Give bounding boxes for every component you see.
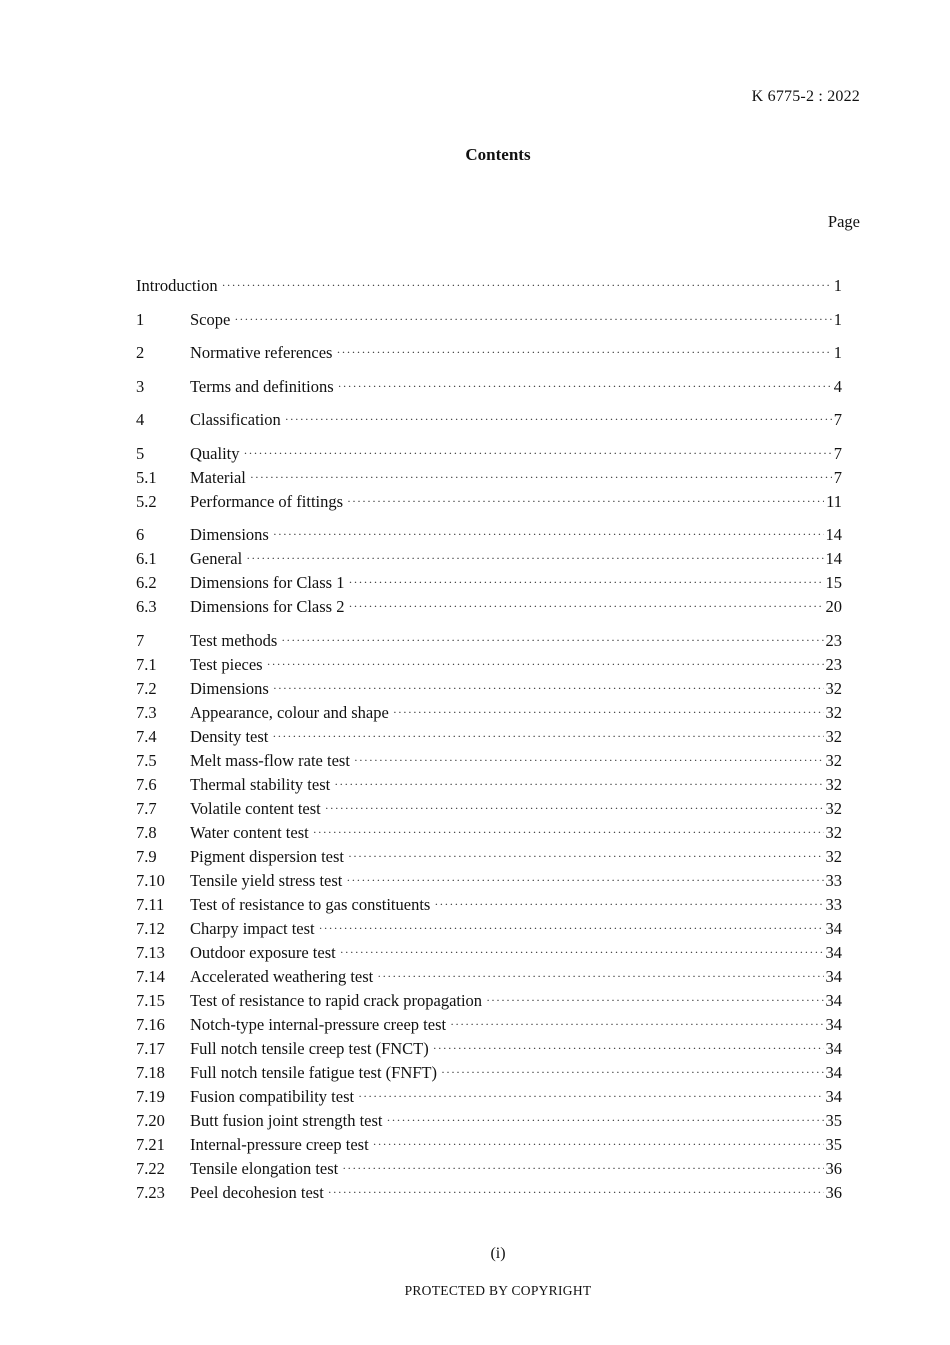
dot-leader	[336, 345, 831, 360]
dot-leader	[273, 681, 824, 696]
toc-entry-page: 35	[825, 1110, 842, 1130]
toc-entry-label: Dimensions for Class 1	[190, 573, 345, 592]
toc-entry-label: Charpy impact test	[190, 918, 315, 938]
dot-leader	[358, 1089, 823, 1104]
dot-leader	[272, 729, 823, 744]
toc-entry[interactable]	[136, 276, 842, 300]
toc-entry-page: 14	[825, 525, 842, 544]
toc-entry-page: 33	[825, 870, 842, 890]
toc-entry[interactable]	[136, 573, 842, 597]
toc-entry-label: Accelerated weathering test	[190, 966, 374, 986]
toc-entry-label: Quality	[190, 443, 240, 463]
toc-entry-page: 34	[825, 966, 842, 986]
dot-leader	[319, 921, 824, 936]
toc-entry-number: 2	[136, 343, 145, 362]
toc-entry-page: 34	[825, 990, 842, 1010]
toc-entry-label: Fusion compatibility test	[190, 1086, 355, 1106]
toc-entry[interactable]	[136, 1063, 842, 1087]
toc-entry-label: Test methods	[190, 630, 278, 650]
toc-entry-page: 34	[825, 918, 842, 938]
dot-leader	[244, 446, 832, 461]
toc-entry-label: Internal-pressure creep test	[190, 1134, 369, 1154]
toc-entry-number: 7.18	[136, 1062, 165, 1082]
toc-entry[interactable]	[136, 1183, 842, 1207]
toc-entry-page: 32	[825, 846, 842, 866]
toc-entry-label: Full notch tensile fatigue test (FNFT)	[190, 1062, 438, 1082]
toc-entry[interactable]	[136, 799, 842, 823]
dot-leader	[285, 412, 832, 427]
toc-entry-label: Terms and definitions	[190, 376, 334, 396]
toc-entry[interactable]	[136, 1135, 842, 1159]
toc-entry[interactable]	[136, 871, 842, 895]
dot-leader	[393, 705, 824, 720]
toc-entry[interactable]	[136, 655, 842, 679]
toc-entry[interactable]	[136, 343, 842, 367]
toc-entry-label: Thermal stability test	[190, 774, 331, 794]
toc-entry[interactable]	[136, 943, 842, 967]
toc-entry-label: Appearance, colour and shape	[190, 702, 389, 722]
toc-entry[interactable]	[136, 444, 842, 468]
toc-entry-label: Water content test	[190, 822, 309, 842]
dot-leader	[433, 1041, 824, 1056]
toc-entry-number: 6.3	[136, 597, 157, 616]
toc-entry-label: Peel decohesion test	[190, 1182, 324, 1202]
dot-leader	[250, 470, 832, 485]
toc-entry-label: Classification	[190, 410, 281, 429]
toc-entry[interactable]	[136, 919, 842, 943]
toc-entry[interactable]	[136, 631, 842, 655]
dot-leader	[387, 1113, 824, 1128]
dot-leader	[281, 633, 823, 648]
toc-entry-number: 7.15	[136, 990, 165, 1010]
toc-entry-number: 3	[136, 376, 145, 396]
toc-entry-page: 1	[833, 309, 842, 329]
dot-leader	[313, 825, 824, 840]
toc-entry[interactable]	[136, 410, 842, 434]
toc-entry-number: 6.1	[136, 549, 157, 568]
toc-entry-number: 6.2	[136, 573, 157, 592]
toc-entry-page: 34	[825, 942, 842, 962]
dot-leader	[325, 801, 824, 816]
page-title: Contents	[465, 145, 531, 164]
dot-leader	[273, 527, 824, 542]
toc-entry-page: 32	[825, 678, 842, 698]
copyright-notice: PROTECTED BY COPYRIGHT	[404, 1283, 592, 1298]
toc-entry-number: 7.9	[136, 846, 157, 866]
toc-entry-number: 5.1	[136, 467, 157, 487]
toc-entry-page: 34	[825, 1062, 842, 1082]
toc-entry-label: Scope	[190, 309, 231, 329]
toc-entry-number: 7.21	[136, 1134, 165, 1154]
toc-entry-page: 7	[833, 467, 842, 487]
table-of-contents	[136, 276, 842, 1207]
toc-entry[interactable]	[136, 967, 842, 991]
toc-entry-page: 4	[833, 376, 842, 396]
toc-entry-page: 1	[833, 276, 842, 295]
dot-leader	[328, 1185, 824, 1200]
toc-entry[interactable]	[136, 492, 842, 516]
toc-entry-label: Performance of fittings	[190, 491, 344, 511]
dot-leader	[340, 945, 824, 960]
toc-entry-number: 7.23	[136, 1182, 165, 1202]
toc-entry-label: Tensile yield stress test	[190, 870, 343, 890]
toc-entry-label: Material	[190, 467, 246, 487]
toc-entry-number: 7.22	[136, 1158, 165, 1178]
dot-leader	[342, 1161, 823, 1176]
toc-entry-number: 7.10	[136, 870, 165, 890]
toc-entry-label: Outdoor exposure test	[190, 942, 336, 962]
dot-leader	[222, 278, 832, 293]
toc-entry-page: 34	[825, 1038, 842, 1058]
dot-leader	[246, 551, 823, 566]
toc-entry-number: 7.3	[136, 702, 157, 722]
toc-entry-label: Test of resistance to gas constituents	[190, 894, 431, 914]
toc-entry[interactable]	[136, 1111, 842, 1135]
toc-entry[interactable]	[136, 597, 842, 621]
toc-entry-label: Butt fusion joint strength test	[190, 1110, 383, 1130]
toc-entry-number: 7.16	[136, 1014, 165, 1034]
dot-leader	[373, 1137, 824, 1152]
toc-entry[interactable]	[136, 991, 842, 1015]
toc-entry-page: 33	[825, 894, 842, 914]
toc-entry-number: 7.4	[136, 726, 157, 746]
dot-leader	[338, 379, 832, 394]
toc-entry[interactable]	[136, 679, 842, 703]
toc-entry-label: Test of resistance to rapid crack propagation	[190, 990, 483, 1010]
toc-entry-number: 7	[136, 630, 145, 650]
dot-leader	[450, 1017, 823, 1032]
toc-entry-label: Dimensions for Class 2	[190, 597, 345, 616]
toc-entry-page: 15	[825, 573, 842, 592]
toc-entry[interactable]	[136, 525, 842, 549]
toc-entry[interactable]	[136, 1015, 842, 1039]
toc-entry[interactable]	[136, 549, 842, 573]
toc-entry-number: 7.14	[136, 966, 165, 986]
toc-entry-number: 1	[136, 309, 145, 329]
toc-entry[interactable]	[136, 310, 842, 334]
toc-entry-page: 32	[825, 822, 842, 842]
dot-leader	[348, 849, 824, 864]
dot-leader	[348, 575, 823, 590]
toc-entry-label: Volatile content test	[190, 798, 321, 818]
toc-entry[interactable]	[136, 1087, 842, 1111]
toc-entry-number: 5.2	[136, 491, 157, 511]
toc-entry-number: 7.5	[136, 750, 157, 770]
toc-entry-number: 5	[136, 443, 145, 463]
toc-entry-page: 7	[833, 410, 842, 429]
toc-entry[interactable]	[136, 895, 842, 919]
document-number: K 6775-2 : 2022	[751, 88, 860, 105]
toc-entry-number: 6	[136, 525, 145, 544]
toc-entry-page: 32	[825, 798, 842, 818]
toc-entry-page: 7	[833, 443, 842, 463]
dot-leader	[441, 1065, 823, 1080]
toc-entry-label: Dimensions	[190, 678, 269, 698]
toc-entry-label: General	[190, 549, 243, 568]
dot-leader	[354, 753, 824, 768]
dot-leader	[486, 993, 823, 1008]
toc-entry[interactable]	[136, 775, 842, 799]
toc-entry-page: 32	[825, 750, 842, 770]
toc-entry-page: 20	[825, 597, 842, 616]
toc-entry-page: 34	[825, 1014, 842, 1034]
toc-entry-number: 7.19	[136, 1086, 165, 1106]
toc-entry-page: 32	[825, 702, 842, 722]
toc-entry-page: 11	[826, 491, 842, 511]
toc-entry-label: Tensile elongation test	[190, 1158, 339, 1178]
toc-entry-number: 7.20	[136, 1110, 165, 1130]
toc-entry-number: 7.2	[136, 678, 157, 698]
toc-entry[interactable]	[136, 377, 842, 401]
toc-entry-page: 32	[825, 726, 842, 746]
toc-entry-number: 7.7	[136, 798, 157, 818]
dot-leader	[434, 897, 823, 912]
toc-entry-page: 35	[825, 1134, 842, 1154]
toc-entry-label: Melt mass-flow rate test	[190, 750, 350, 770]
dot-leader	[346, 873, 823, 888]
toc-entry-label: Test pieces	[190, 654, 263, 674]
toc-entry[interactable]	[136, 823, 842, 847]
toc-entry[interactable]	[136, 468, 842, 492]
toc-entry-page: 36	[825, 1182, 842, 1202]
dot-leader	[347, 494, 824, 509]
toc-entry-label: Density test	[190, 726, 269, 746]
dot-leader	[348, 599, 823, 614]
toc-entry-label: Full notch tensile creep test (FNCT)	[190, 1038, 429, 1058]
toc-entry-page: 23	[825, 630, 842, 650]
dot-leader	[377, 969, 823, 984]
toc-entry-number: 7.17	[136, 1038, 165, 1058]
toc-entry-label: Dimensions	[190, 525, 269, 544]
toc-entry-label: Normative references	[190, 343, 333, 362]
toc-entry-page: 14	[825, 549, 842, 568]
dot-leader	[234, 312, 831, 327]
page-column-label: Page	[827, 212, 860, 231]
toc-entry-number: 7.8	[136, 822, 157, 842]
toc-entry[interactable]	[136, 847, 842, 871]
toc-entry-label: Introduction	[136, 276, 218, 295]
toc-entry-label: Pigment dispersion test	[190, 846, 344, 866]
toc-entry-number: 7.6	[136, 774, 157, 794]
toc-entry[interactable]	[136, 751, 842, 775]
toc-entry[interactable]	[136, 703, 842, 727]
toc-entry-page: 1	[833, 343, 842, 362]
dot-leader	[334, 777, 823, 792]
page-folio: (i)	[490, 1245, 506, 1262]
toc-entry-page: 32	[825, 774, 842, 794]
dot-leader	[267, 657, 824, 672]
toc-entry-number: 7.11	[136, 894, 165, 914]
toc-entry[interactable]	[136, 1159, 842, 1183]
toc-entry-page: 23	[825, 654, 842, 674]
toc-entry-number: 4	[136, 410, 145, 429]
toc-entry[interactable]	[136, 1039, 842, 1063]
toc-entry[interactable]	[136, 727, 842, 751]
toc-entry-number: 7.12	[136, 918, 165, 938]
toc-entry-label: Notch-type internal-pressure creep test	[190, 1014, 447, 1034]
toc-entry-number: 7.13	[136, 942, 165, 962]
toc-entry-page: 36	[825, 1158, 842, 1178]
toc-entry-number: 7.1	[136, 654, 157, 674]
toc-entry-page: 34	[825, 1086, 842, 1106]
